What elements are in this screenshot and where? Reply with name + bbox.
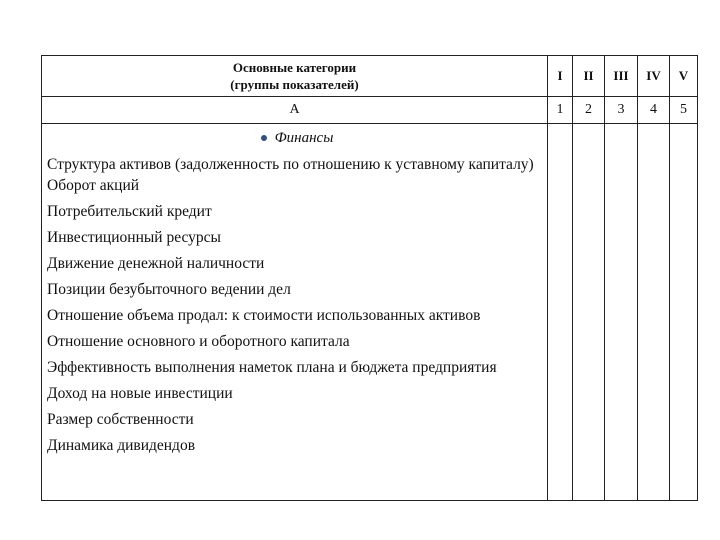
- list-item: Структура активов (задолженность по отношению к уставному капиталу) Оборот акций: [47, 156, 534, 194]
- column-header-v: V: [670, 56, 698, 97]
- list-item: Позиции безубыточного ведении дел: [47, 281, 291, 298]
- list-item: Инвестиционный ресурсы: [47, 229, 221, 246]
- indicator-table: [41, 55, 698, 501]
- list-item: Движение денежной наличности: [47, 255, 265, 272]
- list-item: Размер собственности: [47, 411, 194, 428]
- category-header-line2: (группы показателей): [230, 77, 359, 92]
- list-item: Отношение объема продал: к стоимости использованных активов: [47, 307, 481, 324]
- column-number-3: 3: [605, 97, 638, 124]
- score-cell-iv: [638, 124, 670, 501]
- list-item: Эффективность выполнения наметок плана и бюджета предприятия: [47, 359, 497, 376]
- column-letter: А: [42, 97, 548, 124]
- column-number-4: 4: [638, 97, 670, 124]
- list-item: Динамика дивидендов: [47, 437, 196, 454]
- score-cell-ii: [573, 124, 605, 501]
- score-cell-i: [548, 124, 573, 501]
- column-number-1: 1: [548, 97, 573, 124]
- column-number-5: 5: [670, 97, 698, 124]
- column-number-2: 2: [573, 97, 605, 124]
- list-item: Потребительский кредит: [47, 203, 212, 220]
- category-header-line1: Основные категории: [232, 60, 357, 75]
- list-item: Доход на новые инвестиции: [47, 385, 233, 402]
- column-header-iii: III: [605, 56, 638, 97]
- content-row: [42, 124, 698, 501]
- score-cell-iii: [605, 124, 638, 501]
- section-title: Финансы: [274, 130, 334, 146]
- numbering-row: [42, 97, 698, 124]
- column-header-ii: II: [573, 56, 605, 97]
- score-cell-v: [670, 124, 698, 501]
- indicator-list-cell: [42, 124, 548, 501]
- column-header-iv: IV: [638, 56, 670, 97]
- column-header-i: I: [548, 56, 573, 97]
- section-heading: [47, 129, 547, 147]
- category-header: [42, 56, 548, 97]
- indicator-list: [47, 154, 547, 456]
- bullet-dot-icon: [261, 135, 267, 141]
- list-item: Отношение основного и оборотного капитала: [47, 333, 350, 350]
- header-row: [42, 56, 698, 97]
